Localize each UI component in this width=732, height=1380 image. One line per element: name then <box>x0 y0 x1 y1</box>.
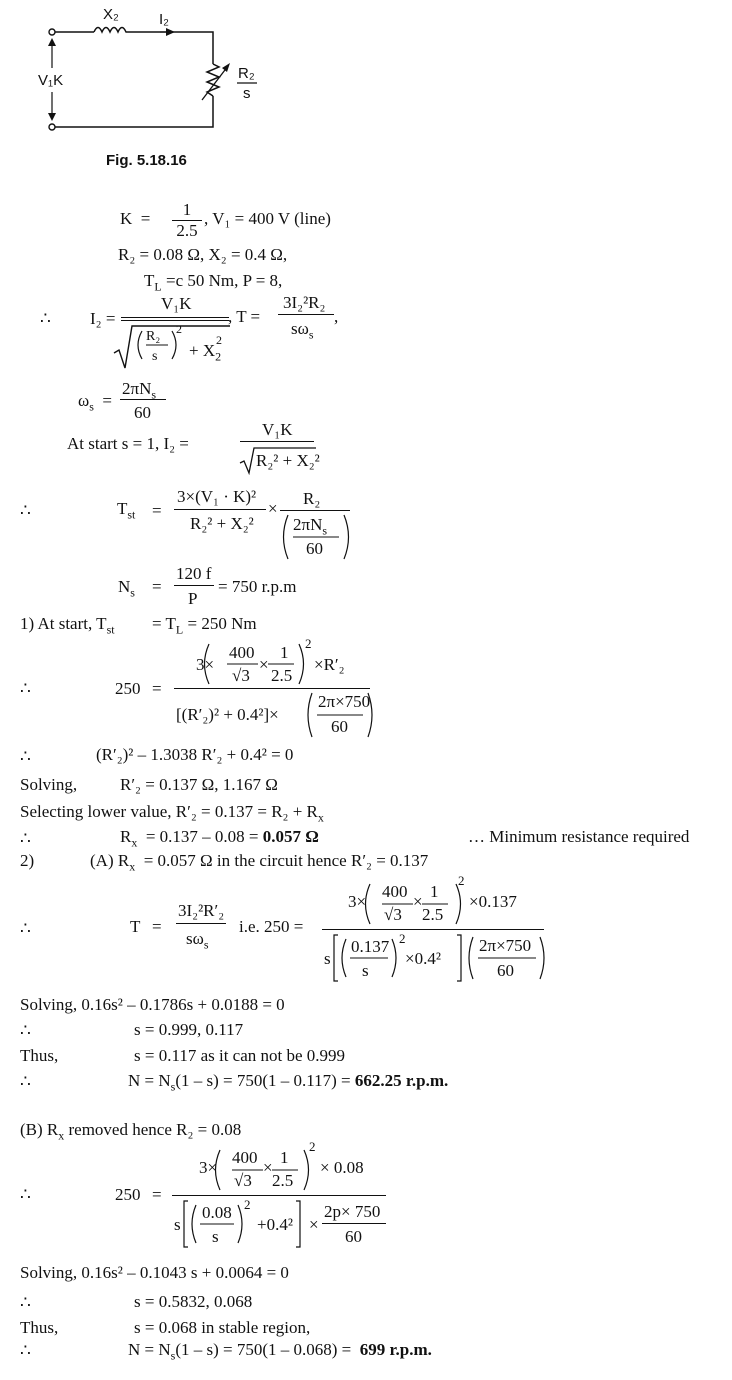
p2a-main-bar <box>322 929 544 930</box>
label-r2: R₂ <box>238 65 255 82</box>
part1-label: 1) At start, $T_{st}$ <box>20 614 115 637</box>
ws-numerator: $2\pi N_s$ <box>122 379 157 402</box>
p1-main-bar <box>174 688 370 689</box>
p2b-main-bar <box>172 1195 386 1196</box>
tst-lhs: $T_{st}$ <box>117 499 136 522</box>
p2a-s-values: s = 0.999, 0.117 <box>134 1020 244 1039</box>
p2a-s-pick: s = 0.117 as it can not be 0.999 <box>134 1046 346 1065</box>
p2b-250: 250 <box>115 1185 141 1204</box>
p1-selecting: Selecting lower value, $R'_2 = 0.137 = R_2 + R_x$ <box>20 802 324 825</box>
k-tail: , V₁ = 400 V (line) <box>204 209 331 228</box>
p2a-header: (A) $R_x = 0.057$ Ω in the circuit hence R′₂ = 0.137 <box>90 851 429 874</box>
ws-lhs: $\omega_s$ = <box>78 391 112 414</box>
label-i2: I₂ <box>159 11 169 28</box>
p2a-t-den: $s\omega_s$ <box>186 929 209 952</box>
p2b-speed: $N = N_s(1 - s) = 750(1 - 0.068) = 699$ r.p.m. <box>128 1340 432 1363</box>
p1-rx: $R_x = 0.137 - 0.08 = 0.057$ Ω <box>120 827 319 850</box>
p2b-solving: Solving, 0.16s² – 0.1043 s + 0.0064 = 0 <box>20 1263 289 1282</box>
part1-rest: = $T_L = 250$ Nm <box>152 614 257 637</box>
therefore-1: ∴ <box>40 309 51 328</box>
label-x2: X₂ <box>103 6 119 23</box>
at-start-text: At start s = 1, I₂ = <box>67 434 189 453</box>
ns-lhs: $N_s$ <box>118 577 135 600</box>
ws-denominator: 60 <box>134 403 151 422</box>
t-lhs: , T = <box>228 307 261 326</box>
p1-solving: R′₂ = 0.137 Ω, 1.167 Ω <box>120 775 278 794</box>
i2-numerator: V₁K <box>161 294 192 313</box>
i2-fraction-bar <box>121 317 229 318</box>
k-lhs: K = <box>120 209 151 228</box>
p1-quadratic: (R′₂)² – 1.3038 R′₂ + 0.4² = 0 <box>96 745 294 764</box>
figure-caption: Fig. 5.18.16 <box>106 152 187 169</box>
label-v1k: V₁K <box>38 72 64 89</box>
p2b-s-pick: s = 0.068 in stable region, <box>134 1318 311 1337</box>
inductor-x2 <box>94 28 128 33</box>
p2a-t-num: 3I₂²R′₂ <box>178 901 225 920</box>
ns-numerator: 120 f <box>176 564 212 583</box>
given-tl-p: $T_L =c$ 50 Nm, P = 8, <box>144 271 283 294</box>
at-start-num: V₁K <box>262 420 293 439</box>
k-fraction: 1 2.5 <box>172 201 202 239</box>
ns-denominator: P <box>188 589 198 608</box>
t-numerator: 3I₂²R₂ <box>283 293 326 312</box>
tst-denominator: R₂² + X₂² <box>190 514 254 533</box>
i2-lhs: I₂ = <box>90 309 116 328</box>
terminal-bottom <box>49 124 55 130</box>
ns-result: = 750 r.p.m <box>218 577 297 596</box>
tst-numerator: 3×(V₁ · K)² <box>177 487 257 506</box>
p2b-s-values: s = 0.5832, 0.068 <box>134 1292 253 1311</box>
p1-250: 250 <box>115 679 141 698</box>
p2a-speed: $N = N_s(1 - s) = 750(1 - 0.117) = 662.25$ r.p.m. <box>128 1071 449 1094</box>
t-denominator: $s\omega_s$ <box>291 319 314 342</box>
terminal-top <box>49 29 55 35</box>
p1-note: … Minimum resistance required <box>468 827 690 846</box>
current-arrow <box>166 28 175 36</box>
label-s: s <box>243 85 251 102</box>
p2a-solving: Solving, 0.16s² – 0.1786s + 0.0188 = 0 <box>20 995 285 1014</box>
p2b-header: (B) $R_x$ removed hence R₂ = 0.08 <box>20 1120 242 1143</box>
given-r2-x2: R₂ = 0.08 Ω, X₂ = 0.4 Ω, <box>118 245 288 264</box>
i2-plus-x2: + $X_2$ <box>189 341 222 364</box>
